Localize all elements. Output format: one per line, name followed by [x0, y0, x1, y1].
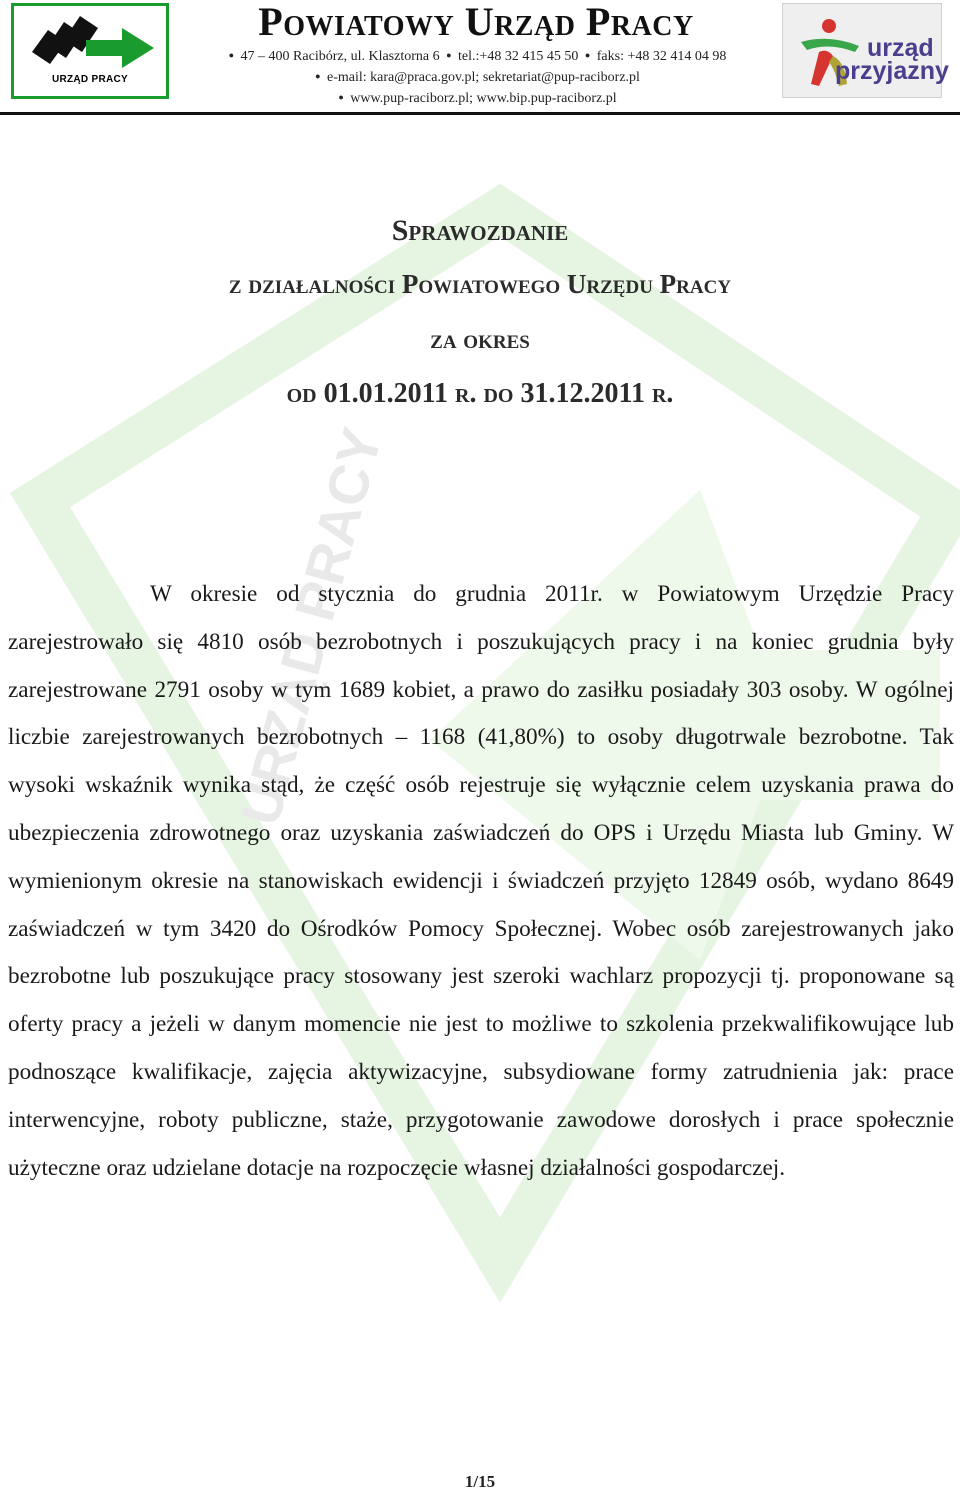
watermark-text: URZĄD PRACY — [227, 421, 394, 832]
bullet-icon: ● — [228, 50, 235, 60]
header-divider — [0, 112, 960, 115]
cards-arrow-icon — [26, 12, 158, 72]
report-paragraph: W okresie od stycznia do grudnia 2011r. w Powiatowym Urzędzie Pracy zarejestrowało się 4810 osób bezrobotnych i poszukujących pracy i na koniec grudnia były zarejestrowane 2791 osoby w tym 1689 kobiet, a prawo do zasiłku posiadały 303 osoby. W ogólnej liczbie zarejestrowanych bezrobotnych – 1168 (41,80%) to osoby długotrwale bezrobotne. Tak wysoki wskaźnik wynika stąd, że część osób rejestruje się wyłącznie celem uzyskania prawa do ubezpieczenia zdrowotnego oraz uzyskania zaświadczeń do OPS i Urzędu Miasta lub Gminy. W wymienionym okresie na stanowiskach ewidencji i świadczeń przyjęto 12849 osób, wydano 8649 zaświadczeń w tym 3420 do Ośrodków Pomocy Społecznej. Wobec osób zarejestrowanych jako bezrobotne lub poszukujące pracy stosowany jest szeroki wachlarz propozycji tj. proponowane są oferty pracy a jeżeli w danym momencie nie jest to możliwe to szkolenia przekwalifikowujące lub podnoszące kwalifikacje, zajęcia aktywizacyjne, subsydiowane formy zatrudnienia jak: prace interwencyjne, roboty publiczne, staże, przygotowanie zawodowe dorosłych i prace społecznie użyteczne oraz udzielane dotacje na rozpoczęcie własnej działalności gospodarczej. — [8, 581, 954, 1181]
logo-urzad-text: urząd — [867, 34, 934, 62]
phone-text: tel.:+48 32 415 45 50 — [458, 49, 579, 64]
logo-przyjazny-text: przyjazny — [835, 57, 949, 85]
contact-line-email — [178, 70, 774, 86]
pup-logo — [11, 3, 169, 99]
report-subtitle: z działalności Powiatowego Urzędu Pracy — [228, 269, 732, 299]
bullet-icon: ● — [338, 92, 344, 102]
report-period-label: za okres — [430, 324, 530, 354]
page-number: 1/15 — [464, 1472, 496, 1491]
report-title: Sprawozdanie — [391, 214, 569, 247]
bullet-icon: ● — [584, 50, 591, 60]
bullet-icon: ● — [315, 71, 321, 81]
fax-text: faks: +48 32 414 04 98 — [596, 49, 727, 64]
report-period-dates: od 01.01.2011 r. do 31.12.2011 r. — [286, 378, 674, 409]
organization-name: Powiatowy Urząd Pracy — [258, 0, 694, 44]
letterhead — [0, 0, 960, 118]
bullet-icon: ● — [446, 50, 452, 60]
contact-line-www — [178, 91, 774, 107]
urzad-przyjazny-logo — [782, 3, 949, 98]
address-text: 47 – 400 Racibórz, ul. Klasztorna 6 — [240, 49, 440, 64]
email-text[interactable]: e-mail: kara@praca.gov.pl; sekretariat@pup-raciborz.pl — [327, 70, 640, 85]
pup-logo-text: URZĄD PRACY — [51, 74, 129, 85]
contact-line-address — [178, 49, 774, 65]
website-text[interactable]: www.pup-raciborz.pl; www.bip.pup-raciborz.pl — [350, 91, 617, 106]
